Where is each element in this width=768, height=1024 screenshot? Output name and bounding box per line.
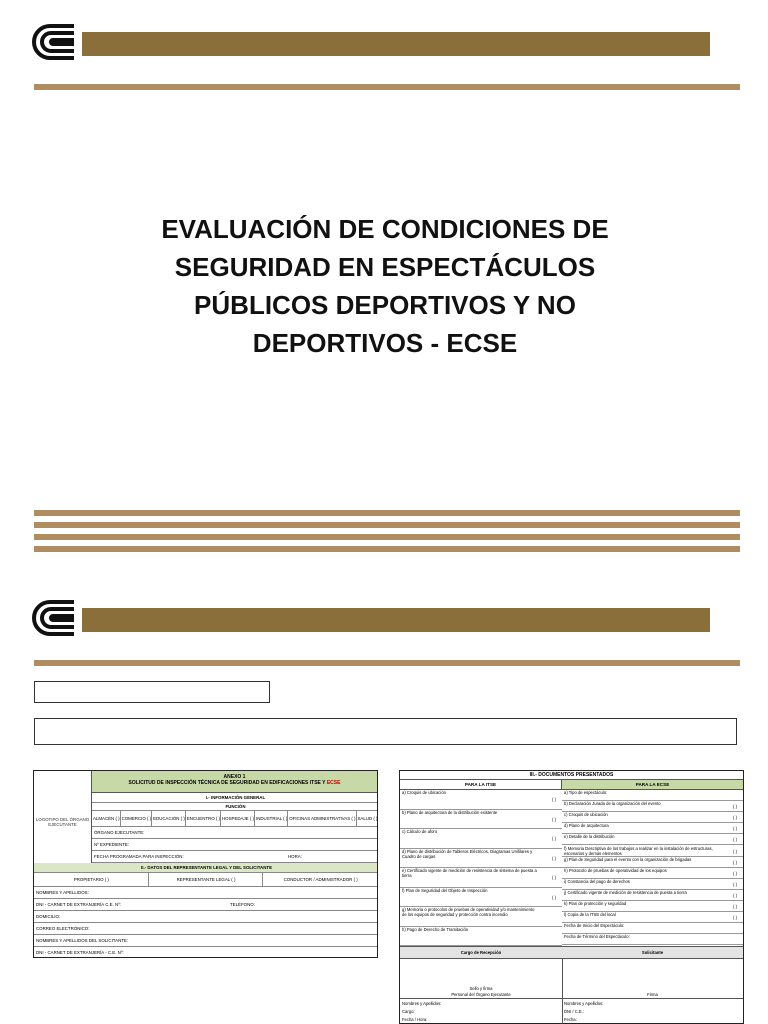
- checkbox-mark[interactable]: ( ): [733, 837, 737, 843]
- foot-nombres[interactable]: Nombres y Apellidos:: [402, 1001, 442, 1006]
- document-item[interactable]: [562, 846, 743, 857]
- foot-fecha-hora[interactable]: Fecha / Hora:: [402, 1017, 428, 1022]
- function-option[interactable]: INDUSTRIAL ( ): [255, 811, 288, 826]
- document-item-text: f) Memoria Descriptiva de los trabajos a realizar en la instalación de estructuras, escenarios y demás elementos: [564, 845, 713, 856]
- function-options: [92, 811, 377, 827]
- document-item[interactable]: [400, 829, 562, 849]
- checkbox-mark[interactable]: ( ): [552, 797, 556, 802]
- organo-field[interactable]: ÓRGANO EJECUTANTE:: [92, 827, 377, 839]
- footer-rule: [34, 522, 740, 528]
- foot-nombres-sol[interactable]: Nombres y Apellidos:: [564, 1001, 604, 1006]
- foot-cargo[interactable]: Cargo:: [402, 1009, 415, 1014]
- header-rule: [34, 84, 740, 90]
- function-option[interactable]: HOSPEDAJE ( ): [221, 811, 255, 826]
- checkbox-mark[interactable]: ( ): [733, 892, 737, 898]
- dni-solicitante-field[interactable]: DNI - CARNET DE EXTRANJERÍA - C.E. Nº:: [36, 950, 124, 955]
- document-item[interactable]: [400, 790, 562, 810]
- text-box-small[interactable]: [34, 681, 270, 703]
- document-item-text: Fecha de Término del Espectáculo:: [564, 934, 630, 940]
- foot-fecha[interactable]: Fecha:: [564, 1017, 577, 1022]
- foot-dni[interactable]: DNI / C.E.:: [564, 1009, 585, 1014]
- function-option[interactable]: ALMACÉN ( ): [92, 811, 121, 826]
- document-item-text: c) Croquis de ubicación: [564, 812, 608, 818]
- section-representante: II.- DATOS DEL REPRESENTANTE LEGAL Y DEL SOLICITANTE: [34, 863, 377, 873]
- anexo-header: [92, 771, 377, 793]
- nombres-solicitante-field[interactable]: NOMBRES Y APELLIDOS DEL SOLICITANTE:: [34, 935, 377, 947]
- document-item-text: Fecha de Inicio del Espectáculo:: [564, 923, 625, 929]
- document-item[interactable]: [400, 888, 562, 908]
- document-item-text: b) Declaración Jurada de la organización del evento: [564, 801, 661, 807]
- anexo-title-red: ECSE: [326, 780, 341, 786]
- document-item[interactable]: [562, 834, 743, 845]
- checkbox-mark[interactable]: ( ): [733, 904, 737, 909]
- function-option[interactable]: OFICINAS ADMINISTRATIVAS ( ): [288, 811, 356, 826]
- anexo-title: SOLICITUD DE INSPECCIÓN TÉCNICA DE SEGURIDAD EN EDIFICACIONES ITSE Y: [128, 780, 326, 786]
- institution-logo-icon: [34, 598, 82, 638]
- checkbox-mark[interactable]: ( ): [552, 816, 556, 822]
- document-item-text: k) Plan de protección y seguridad: [564, 901, 627, 906]
- col-ecse: PARA LA ECSE: [562, 780, 743, 790]
- title-line: PÚBLICOS DEPORTIVOS Y NO: [194, 290, 576, 320]
- document-item-text: h) Protocolo de pruebas de operatividad de los equipos: [564, 867, 667, 873]
- document-item[interactable]: [400, 907, 562, 927]
- signature-header: [400, 946, 743, 958]
- document-item[interactable]: [400, 868, 562, 888]
- checkbox-mark[interactable]: ( ): [733, 804, 737, 810]
- document-item-text: c) Cálculo de aforo: [402, 829, 438, 834]
- form-anexo-1: [33, 770, 378, 958]
- document-item-text: d) Plano de distribución de Tableros Eléctricos, Diagramas Unifilares y Cuadro de cargas: [402, 848, 533, 859]
- function-option[interactable]: SALUD ( ): [357, 816, 378, 821]
- domicilio-field[interactable]: DOMICILIO:: [34, 911, 377, 923]
- roles-row: [34, 873, 377, 887]
- footer-rule: [34, 534, 740, 540]
- checkbox-mark[interactable]: ( ): [733, 848, 737, 854]
- document-item-text: j) Certificado vigente de medición de resistencia de puesta a tierra: [564, 889, 687, 895]
- header-rule: [34, 660, 740, 666]
- checkbox-mark[interactable]: ( ): [552, 855, 556, 861]
- function-option[interactable]: EDUCACIÓN ( ): [152, 811, 186, 826]
- role-option[interactable]: REPRESENTANTE LEGAL ( ): [149, 873, 264, 886]
- text-box-wide[interactable]: [34, 718, 737, 745]
- function-header: FUNCIÓN: [92, 803, 377, 811]
- document-item[interactable]: [562, 890, 743, 901]
- expediente-field[interactable]: Nº EXPEDIENTE:: [92, 839, 377, 851]
- telefono-label: TELÉFONO:: [230, 902, 255, 907]
- sello-firma: Sello y firma: [469, 986, 493, 991]
- checkbox-mark[interactable]: ( ): [733, 870, 737, 876]
- title-line: SEGURIDAD EN ESPECTÁCULOS: [174, 252, 596, 282]
- document-item[interactable]: [562, 857, 743, 868]
- document-item-text: b) Plano de arquitectura de la distribución existente: [402, 809, 498, 815]
- role-option[interactable]: CONDUCTOR / ADMINISTRADOR ( ): [283, 877, 358, 882]
- checkbox-mark[interactable]: ( ): [733, 826, 737, 832]
- document-item-text: e) Certificado vigente de medición de resistencia de sistema de puesta a tierra: [402, 868, 537, 878]
- checkbox-mark[interactable]: ( ): [552, 894, 556, 900]
- document-item[interactable]: [562, 923, 743, 934]
- role-option[interactable]: PROPIETARIO ( ): [34, 873, 149, 886]
- document-item[interactable]: [400, 810, 562, 830]
- checkbox-mark[interactable]: ( ): [733, 815, 737, 821]
- signature-area[interactable]: [400, 958, 743, 998]
- title-line: EVALUACIÓN DE CONDICIONES DE: [161, 214, 609, 244]
- function-option[interactable]: COMERCIO ( ): [121, 811, 153, 826]
- checkbox-mark[interactable]: ( ): [552, 836, 556, 841]
- anexo-label: ANEXO 1: [223, 774, 246, 780]
- document-item[interactable]: [562, 823, 743, 834]
- form-documentos: [399, 770, 744, 1024]
- firma-label: Firma: [647, 992, 658, 997]
- document-item-text: h) Pago de Derecho de Tramitación: [402, 926, 469, 932]
- document-item-text: g) Memoria o protocolos de pruebas de operatividad y/o mantenimiento de los equipos de seguridad y protección contra incendio: [402, 907, 535, 917]
- header-bar: [82, 608, 710, 632]
- document-item[interactable]: [562, 912, 743, 923]
- correo-field[interactable]: CORREO ELECTRÓNICO:: [34, 923, 377, 935]
- page-title: [130, 210, 640, 362]
- checkbox-mark[interactable]: ( ): [733, 881, 737, 887]
- document-item-text: i) Constancia del pago de derechos: [564, 878, 630, 884]
- section-info-general: I.- INFORMACIÓN GENERAL: [92, 793, 377, 803]
- personal-organo: Personal del Órgano Ejecutante: [451, 992, 511, 997]
- logo-placeholder: LOGOTIPO DEL ÓRGANO EJECUTANTE: [34, 771, 92, 873]
- title-line: DEPORTIVOS - ECSE: [252, 328, 518, 358]
- signature-footer: [400, 998, 743, 1024]
- fecha-label: FECHA PROGRAMADA PARA INSPECCIÓN:: [94, 854, 184, 859]
- document-item[interactable]: [400, 927, 562, 947]
- header-bar: [82, 32, 710, 56]
- document-item[interactable]: [562, 812, 743, 823]
- checkbox-mark[interactable]: ( ): [733, 915, 737, 921]
- document-item[interactable]: [562, 801, 743, 812]
- footer-rule: [34, 510, 740, 516]
- document-item[interactable]: [562, 790, 743, 801]
- document-item-text: f) Plan de Seguridad del Objeto de Inspección: [402, 887, 488, 893]
- document-item[interactable]: [562, 879, 743, 890]
- checkbox-mark[interactable]: ( ): [733, 859, 737, 865]
- document-item[interactable]: [400, 849, 562, 869]
- col-itse: PARA LA ITSE: [400, 780, 562, 790]
- cargo-recepcion: Cargo de Recepción: [460, 950, 502, 955]
- function-option[interactable]: ENCUENTRO ( ): [186, 811, 221, 826]
- document-item[interactable]: [562, 901, 743, 912]
- footer-rule: [34, 546, 740, 552]
- document-item-text: e) Detalle de la distribución: [564, 834, 615, 840]
- solicitante-label: Solicitante: [641, 950, 664, 955]
- dni-label: DNI - CARNET DE EXTRANJERÍA C.E. Nº:: [36, 902, 121, 907]
- dni-row[interactable]: [34, 899, 377, 911]
- document-item-text: l) Copia de la ITSE del local: [564, 912, 616, 918]
- hora-label: HORA:: [288, 854, 302, 859]
- document-item[interactable]: [562, 868, 743, 879]
- documentos-header: III.- DOCUMENTOS PRESENTADOS: [400, 771, 743, 780]
- document-item[interactable]: [562, 934, 743, 945]
- fecha-row[interactable]: [92, 851, 377, 863]
- institution-logo-icon: [34, 22, 82, 62]
- document-item-text: a) Tipo de espectáculo:: [564, 790, 608, 795]
- document-item-text: g) Plan de Seguridad para el evento con la organización de brigadas: [564, 856, 692, 862]
- document-item-text: a) Croquis de ubicación: [402, 790, 446, 795]
- nombres-field[interactable]: NOMBRES Y APELLIDOS:: [34, 887, 377, 899]
- checkbox-mark[interactable]: ( ): [552, 875, 556, 880]
- document-item-text: d) Plano de arquitectura: [564, 823, 609, 829]
